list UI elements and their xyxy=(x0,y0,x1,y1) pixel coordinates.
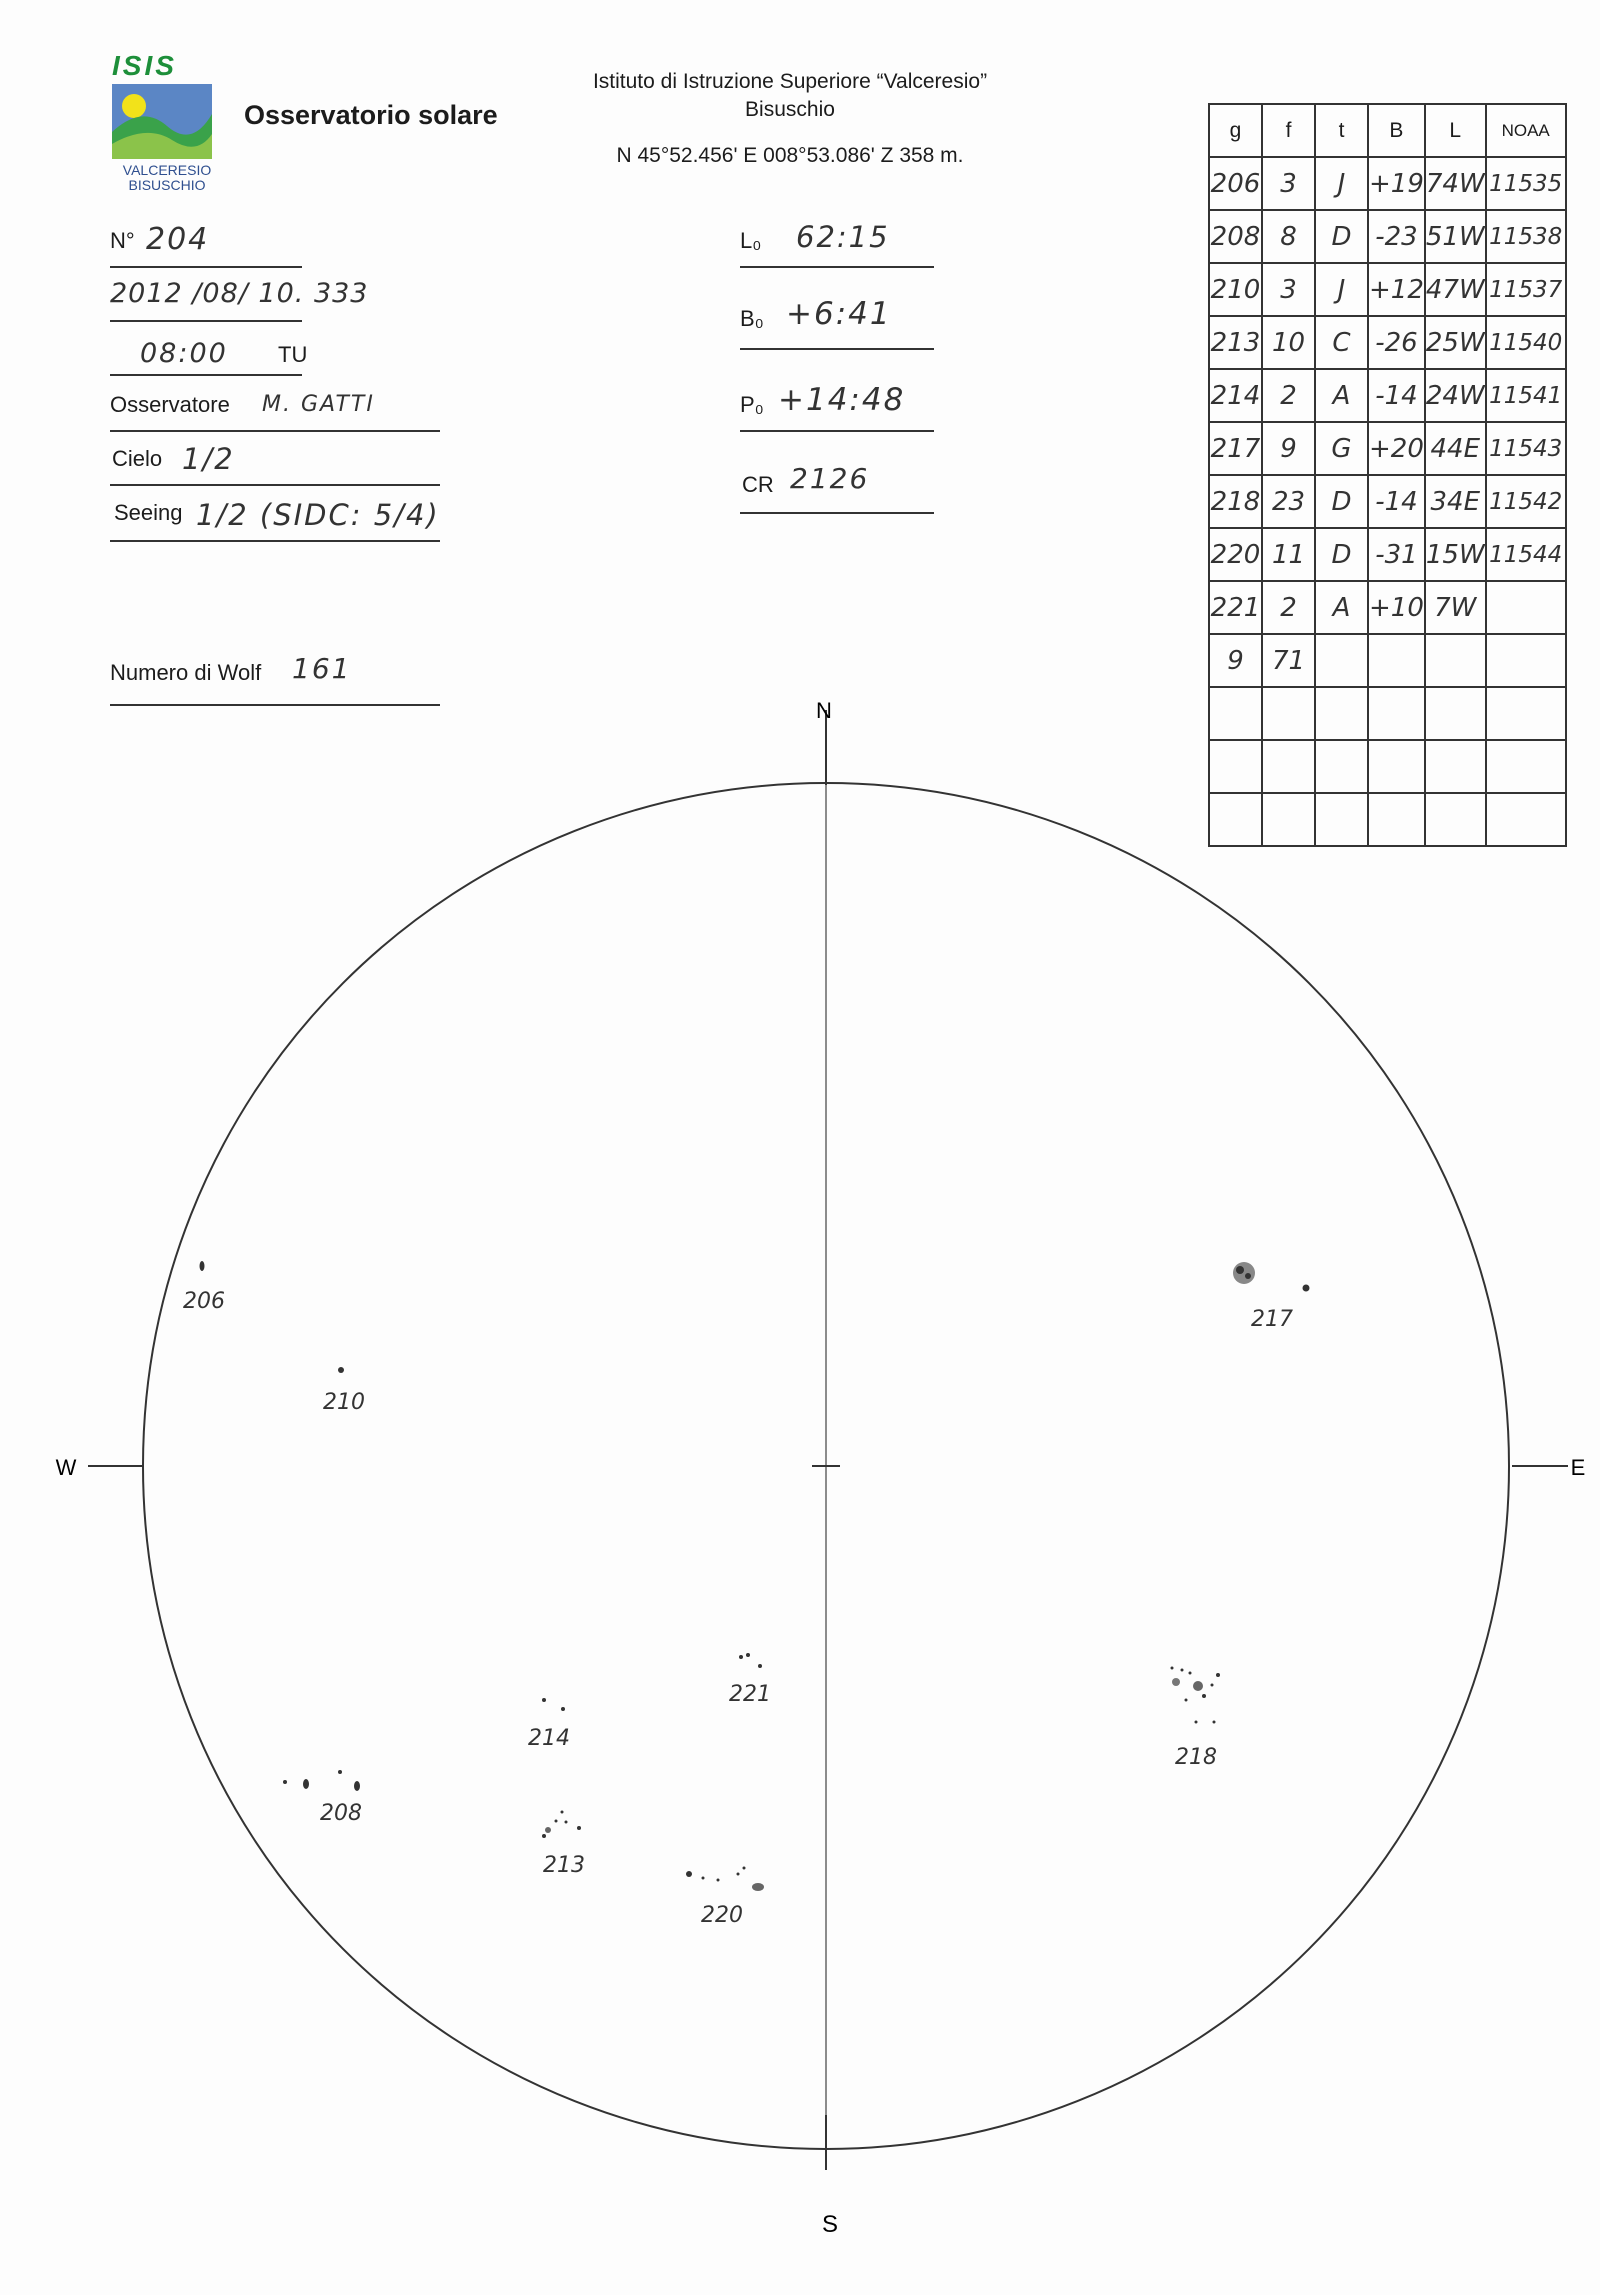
table-cell-b: -26 xyxy=(1368,316,1425,369)
institute-town: Bisuschio xyxy=(745,98,835,121)
table-cell-b: -14 xyxy=(1368,369,1425,422)
observer-underline xyxy=(110,430,440,432)
sunspot-group-214-mark xyxy=(542,1698,565,1711)
cr-underline xyxy=(740,512,934,514)
seeing-underline xyxy=(110,540,440,542)
p0-underline xyxy=(740,430,934,432)
table-cell-noaa: 11544 xyxy=(1486,528,1566,581)
cr-label: CR xyxy=(742,472,774,497)
table-cell-l: 47W xyxy=(1425,263,1486,316)
time-underline xyxy=(110,374,302,376)
table-cell-b: -23 xyxy=(1368,210,1425,263)
group-label-206: 206 xyxy=(183,1289,225,1314)
table-cell-g: 217 xyxy=(1209,422,1262,475)
sunspot-group-217-mark xyxy=(1233,1262,1310,1292)
b0-label: B₀ xyxy=(740,306,764,331)
table-cell-t: D xyxy=(1315,475,1368,528)
table-cell-t: J xyxy=(1315,157,1368,210)
group-label-213: 213 xyxy=(543,1853,585,1878)
table-row xyxy=(1209,157,1566,210)
table-cell-f: 8 xyxy=(1262,210,1315,263)
east-marker: E xyxy=(1570,1455,1586,1480)
isis-logo xyxy=(112,50,222,193)
table-cell-f: 2 xyxy=(1262,369,1315,422)
sunspot-group-220-mark xyxy=(686,1867,764,1892)
table-cell-f: 71 xyxy=(1262,634,1315,687)
table-cell-g: 208 xyxy=(1209,210,1262,263)
table-cell-b: +20 xyxy=(1368,422,1425,475)
table-cell-l xyxy=(1425,634,1486,687)
seeing-label: Seeing xyxy=(114,500,183,525)
header-t: t xyxy=(1315,104,1368,157)
table-cell-b: +12 xyxy=(1368,263,1425,316)
header-f: f xyxy=(1262,104,1315,157)
south-marker: S xyxy=(821,2211,839,2238)
sunspot-group-221-mark xyxy=(739,1653,762,1668)
table-cell-g: 218 xyxy=(1209,475,1262,528)
table-row xyxy=(1209,263,1566,316)
l0-value: 62:15 xyxy=(796,220,890,254)
table-row xyxy=(1209,422,1566,475)
table-cell-f: 3 xyxy=(1262,157,1315,210)
table-cell-noaa: 11543 xyxy=(1486,422,1566,475)
logo-caption-line1: VALCERESIO xyxy=(122,162,212,178)
sky-underline xyxy=(110,484,440,486)
logo-landscape-icon xyxy=(112,84,212,159)
sunspot-group-213-mark xyxy=(542,1811,581,1839)
sky-label: Cielo xyxy=(112,446,163,471)
table-cell-t: A xyxy=(1315,369,1368,422)
logo-caption-line2: BISUSCHIO xyxy=(128,177,206,193)
table-cell-b: +10 xyxy=(1368,581,1425,634)
sunspot-group-218-mark xyxy=(1171,1667,1221,1724)
table-cell-f: 3 xyxy=(1262,263,1315,316)
table-cell-noaa: 11535 xyxy=(1486,157,1566,210)
table-cell-noaa: 11537 xyxy=(1486,263,1566,316)
table-cell-noaa: 11542 xyxy=(1486,475,1566,528)
seeing-value: 1/2 (SIDC: 5/4) xyxy=(196,498,440,532)
table-cell-b: -31 xyxy=(1368,528,1425,581)
table-cell-g: 206 xyxy=(1209,157,1262,210)
group-label-220: 220 xyxy=(701,1903,743,1928)
p0-label: P₀ xyxy=(740,392,764,417)
table-cell-noaa xyxy=(1486,634,1566,687)
table-cell-t: D xyxy=(1315,210,1368,263)
solar-disk-drawing xyxy=(0,690,1600,2250)
table-cell-noaa: 11541 xyxy=(1486,369,1566,422)
b0-value: +6:41 xyxy=(786,296,892,332)
p0-value: +14:48 xyxy=(778,382,906,418)
l0-underline xyxy=(740,266,934,268)
header-noaa: NOAA xyxy=(1486,104,1566,157)
logo-text: ISIS xyxy=(112,50,177,81)
date-value: 2012 /08/ 10. 333 xyxy=(110,278,369,309)
institute-header xyxy=(530,68,1050,170)
table-cell-noaa: 11540 xyxy=(1486,316,1566,369)
table-row xyxy=(1209,634,1566,687)
table-cell-l: 74W xyxy=(1425,157,1486,210)
table-cell-b: +19 xyxy=(1368,157,1425,210)
sunspot-group-208-mark xyxy=(283,1770,360,1791)
table-cell-noaa: 11538 xyxy=(1486,210,1566,263)
table-cell-g: 213 xyxy=(1209,316,1262,369)
group-label-218: 218 xyxy=(1175,1745,1217,1770)
table-header-row xyxy=(1209,104,1566,157)
header-b: B xyxy=(1368,104,1425,157)
group-label-214: 214 xyxy=(528,1726,570,1751)
table-row xyxy=(1209,210,1566,263)
institute-name: Istituto di Istruzione Superiore “Valceresio” xyxy=(592,70,988,93)
table-cell-t: G xyxy=(1315,422,1368,475)
table-cell-f: 9 xyxy=(1262,422,1315,475)
table-cell-g: 221 xyxy=(1209,581,1262,634)
cr-value: 2126 xyxy=(790,462,870,495)
table-cell-b xyxy=(1368,634,1425,687)
table-cell-f: 23 xyxy=(1262,475,1315,528)
table-cell-l: 24W xyxy=(1425,369,1486,422)
group-label-208: 208 xyxy=(320,1801,362,1826)
institute-coordinates: N 45°52.456' E 008°53.086' Z 358 m. xyxy=(616,144,964,167)
table-row xyxy=(1209,316,1566,369)
sunspot-marks xyxy=(200,1261,1310,1891)
table-cell-l: 51W xyxy=(1425,210,1486,263)
table-cell-t: A xyxy=(1315,581,1368,634)
table-cell-b: -14 xyxy=(1368,475,1425,528)
time-unit: TU xyxy=(278,342,308,367)
table-cell-t: J xyxy=(1315,263,1368,316)
table-cell-g: 220 xyxy=(1209,528,1262,581)
table-cell-noaa xyxy=(1486,581,1566,634)
group-label-221: 221 xyxy=(729,1682,771,1707)
observatory-title: Osservatorio solare xyxy=(244,100,498,130)
table-cell-l: 34E xyxy=(1425,475,1486,528)
table-cell-f: 11 xyxy=(1262,528,1315,581)
observer-label: Osservatore xyxy=(110,392,230,417)
observer-value: M. GATTI xyxy=(262,392,375,417)
table-cell-l: 44E xyxy=(1425,422,1486,475)
time-value: 08:00 xyxy=(140,338,228,369)
table-cell-l: 15W xyxy=(1425,528,1486,581)
north-marker: N xyxy=(816,698,832,723)
wolf-label: Numero di Wolf xyxy=(110,660,262,685)
logo-caption xyxy=(112,163,222,193)
b0-underline xyxy=(740,348,934,350)
table-cell-f: 10 xyxy=(1262,316,1315,369)
west-marker: W xyxy=(55,1455,77,1480)
sky-value: 1/2 xyxy=(182,442,235,476)
table-cell-t xyxy=(1315,634,1368,687)
table-row xyxy=(1209,475,1566,528)
number-label: N° xyxy=(110,228,135,253)
sunspot-group-210-mark xyxy=(338,1367,344,1373)
table-cell-t: D xyxy=(1315,528,1368,581)
number-underline xyxy=(110,266,302,268)
table-row xyxy=(1209,581,1566,634)
disk-axes xyxy=(88,710,1568,2170)
header-l: L xyxy=(1425,104,1486,157)
table-row xyxy=(1209,528,1566,581)
table-cell-f: 2 xyxy=(1262,581,1315,634)
table-cell-t: C xyxy=(1315,316,1368,369)
table-row xyxy=(1209,369,1566,422)
date-underline xyxy=(110,320,302,322)
wolf-value: 161 xyxy=(292,652,352,685)
number-value: 204 xyxy=(146,222,210,257)
group-label-210: 210 xyxy=(323,1390,365,1415)
table-cell-g: 210 xyxy=(1209,263,1262,316)
table-cell-l: 25W xyxy=(1425,316,1486,369)
table-cell-l: 7W xyxy=(1425,581,1486,634)
header-g: g xyxy=(1209,104,1262,157)
l0-label: L₀ xyxy=(740,228,762,253)
sunspot-group-206-mark xyxy=(200,1261,205,1271)
group-label-217: 217 xyxy=(1251,1307,1293,1332)
table-cell-g: 214 xyxy=(1209,369,1262,422)
table-cell-g: 9 xyxy=(1209,634,1262,687)
